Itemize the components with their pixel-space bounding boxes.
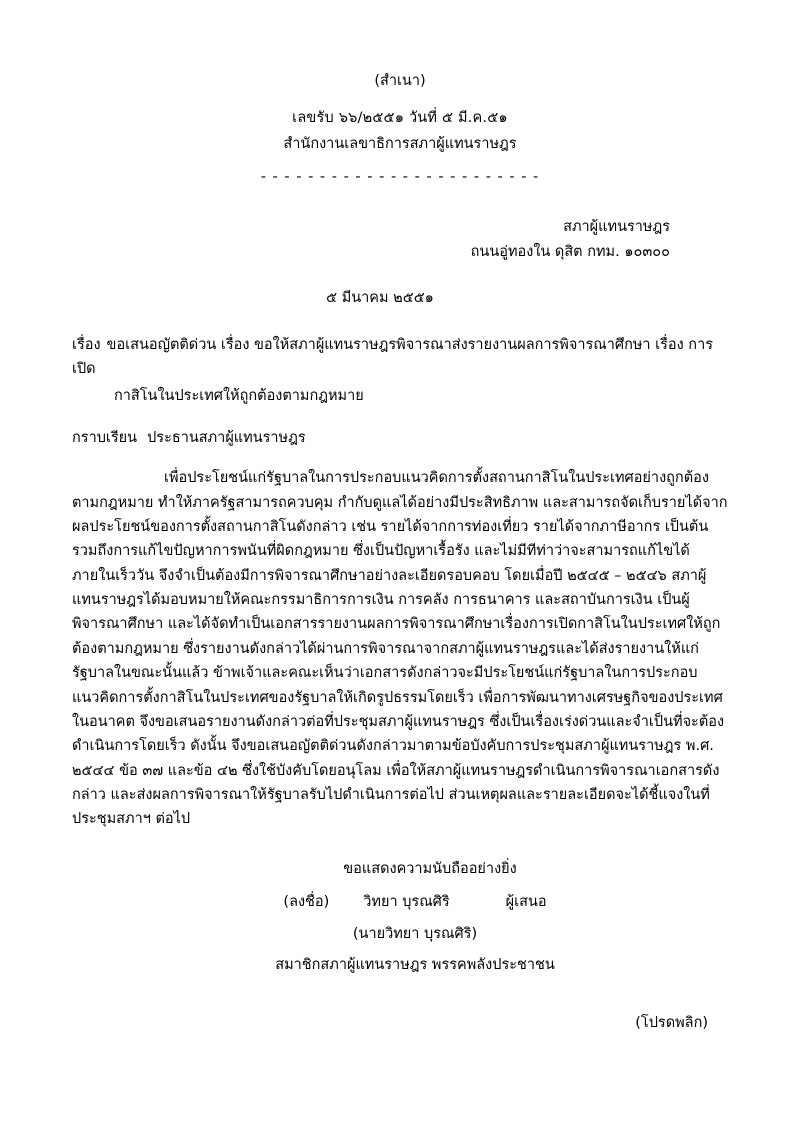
signature-role: ผู้เสนอ [505,894,547,911]
address-line-2: ถนนอู่ทองใน ดุสิต กทม. ๑๐๓๐๐ [470,244,670,261]
office-name-line: สำนักงานเลขาธิการสภาผู้แทนราษฎร [283,135,517,152]
signer-position: สมาชิกสภาผู้แทนราษฎร พรรคพลังประชาชน [275,957,555,974]
subject-continuation: กาสิโนในประเทศให้ถูกต้องตามกฎหมาย [114,388,364,405]
body-paragraph [72,466,728,831]
subject-text: ขอเสนอญัตติด่วน เรื่อง ขอให้สภาผู้แทนราษฎรพิจารณาส่งรายงานผลการพิจารณาศึกษา เรื่อง การเปิด [72,337,714,377]
document-date: ๕ มีนาคม ๒๕๕๑ [326,289,434,306]
salutation-line [72,427,728,450]
body-text: เพื่อประโยชน์แก่รัฐบาลในการประกอบแนวคิดการตั้งสถานกาสิโนในประเทศอย่างถูกต้องตามกฎหมาย ทำให้ภาครัฐสามารถควบคุม กำกับดูแลได้อย่างมีประสิทธิภาพ และสามารถจัดเก็บรายได้จากผลประโยชน์ของการตั้งสถานกาสิโนดังกล่าว เช่น รายได้จากการท่องเที่ยว รายได้จากภาษีอากร เป็นต้น รวมถึงการแก้ไขปัญหาการพนันที่ผิดกฎหมาย ซึ่งเป็นปัญหาเรื้อรัง และไม่มีทีท่าว่าจะสามารถแก้ไขได้ภายในเร็ววัน จึงจำเป็นต้องมีการพิจารณาศึกษาอย่างละเอียดรอบคอบ โดยเมื่อปี ๒๕๔๕ – ๒๕๔๖ สภาผู้แทนราษฎรได้มอบหมายให้คณะกรรมาธิการการเงิน การคลัง การธนาคาร และสถาบันการเงิน เป็นผู้พิจารณาศึกษา และได้จัดทำเป็นเอกสารรายงานผลการพิจารณาศึกษาเรื่องการเปิดกาสิโนในประเทศให้ถูกต้องตามกฎหมาย ซึ่งรายงานดังกล่าวได้ผ่านการพิจารณาจากสภาผู้แทนราษฎรและได้ส่งรายงานให้แก่รัฐบาลในขณะนั้นแล้ว ข้าพเจ้าและคณะเห็นว่าเอกสารดังกล่าวจะมีประโยชน์แก่รัฐบาลในการประกอบแนวคิดการตั้งกาสิโนในประเทศของรัฐบาลให้เกิดรูปธรรมโดยเร็ว เพื่อการพัฒนาทางเศรษฐกิจของประเทศในอนาคต จึงขอเสนอรายงานดังกล่าวต่อที่ประชุมสภาผู้แทนราษฎร ซึ่งเป็นเรื่องเร่งด่วนและจำเป็นที่จะต้องดำเนินการโดยเร็ว ดังนั้น จึงขอเสนอญัตติด่วนดังกล่าวมาตามข้อบังคับการประชุมสภาผู้แทนราษฎร พ.ศ. ๒๕๔๔ ข้อ ๓๗ และข้อ ๔๒ ซึ่งใช้บังคับโดยอนุโลม เพื่อให้สภาผู้แทนราษฎรดำเนินการพิจารณาเอกสารดังกล่าว และส่งผลการพิจารณาให้รัฐบาลรับไปดำเนินการต่อไป ส่วนเหตุผลและรายละเอียดจะได้ชี้แจงในที่ประชุมสภาฯ ต่อไป [72,470,728,828]
footer-note: (โปรดพลิก) [635,1014,708,1031]
salutation-text: ประธานสภาผู้แทนราษฎร [147,429,306,446]
signature-label: (ลงชื่อ) [283,894,330,911]
closing-phrase: ขอแสดงความนับถืออย่างยิ่ง [343,860,517,877]
copy-mark: (สำเนา) [374,73,426,89]
subject-label: เรื่อง [72,337,101,354]
registration-number-line: เลขรับ ๖๖/๒๕๕๑ วันที่ ๕ มี.ค.๕๑ [292,110,508,127]
subject-line [72,334,728,381]
signature-name: วิทยา บุรณศิริ [363,894,450,911]
salutation-label: กราบเรียน [72,429,138,446]
address-line-1: สภาผู้แทนราษฎร [563,218,670,235]
divider-dashes: - - - - - - - - - - - - - - - - - - - - - - - - [260,169,540,186]
signature-line [72,891,728,914]
sender-address [72,216,728,265]
signer-name-parenthetical: (นายวิทยา บุรณศิริ) [352,925,478,942]
